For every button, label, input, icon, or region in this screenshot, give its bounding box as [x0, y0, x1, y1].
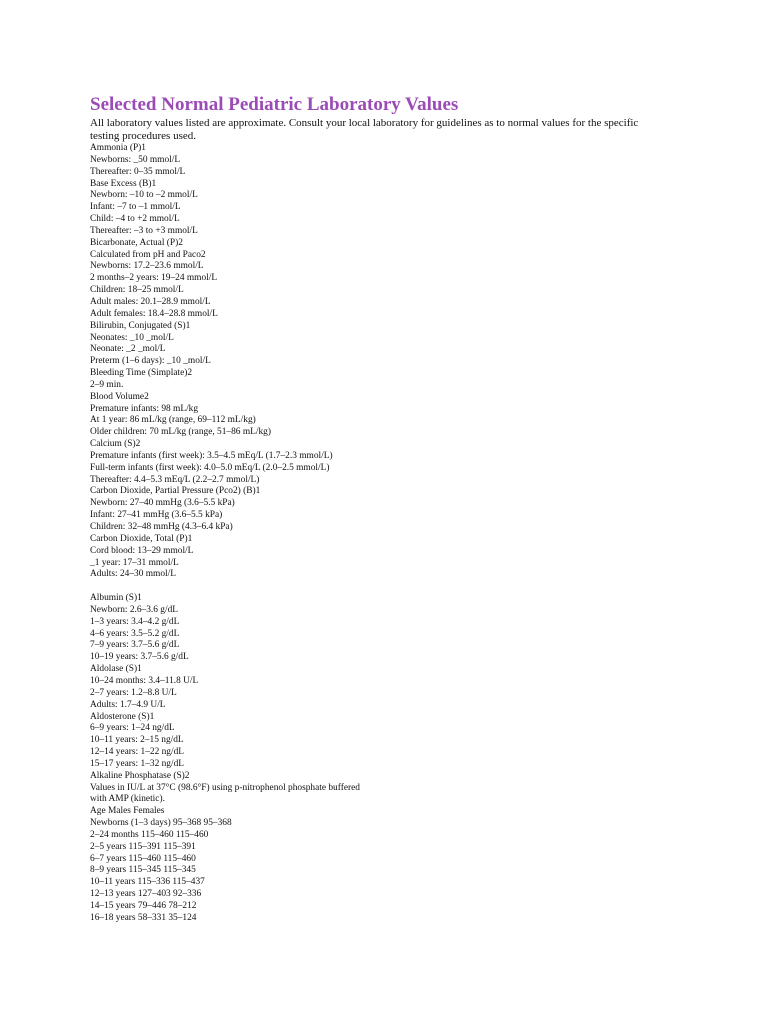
value-line: 2–7 years: 1.2–8.8 U/L: [90, 687, 177, 698]
value-line: 2–5 years 115–391 115–391: [90, 841, 196, 852]
value-line: Newborns: _50 mmol/L: [90, 154, 181, 165]
value-line: 1–3 years: 3.4–4.2 g/dL: [90, 616, 180, 627]
value-line: Aldosterone (S)1: [90, 711, 155, 722]
value-line: 12–14 years: 1–22 ng/dL: [90, 747, 184, 758]
value-line: Full-term infants (first week): 4.0–5.0 mEq/L (2.0–2.5 mmol/L): [90, 462, 330, 473]
value-line: Children: 32–48 mmHg (4.3–6.4 kPa): [90, 522, 233, 532]
value-line: Newborn: 2.6–3.6 g/dL: [90, 604, 179, 615]
value-line: Bilirubin, Conjugated (S)1: [90, 320, 191, 331]
value-line: Adult males: 20.1–28.9 mmol/L: [90, 296, 211, 307]
value-line: Blood Volume2: [90, 391, 149, 402]
value-line: Ammonia (P)1: [90, 143, 146, 153]
value-line: Neonates: _10 _mol/L: [90, 332, 174, 343]
value-line: 6–7 years 115–460 115–460: [90, 853, 196, 864]
value-line: Adults: 1.7–4.9 U/L: [90, 699, 166, 710]
value-line: Carbon Dioxide, Total (P)1: [90, 533, 193, 544]
value-line: Adult females: 18.4–28.8 mmol/L: [90, 308, 218, 319]
value-line: Alkaline Phosphatase (S)2: [90, 770, 190, 781]
value-line: Children: 18–25 mmol/L: [90, 285, 184, 296]
value-line: Older children: 70 mL/kg (range, 51–86 mL/kg): [90, 427, 271, 438]
value-line: Calculated from pH and Paco2: [90, 249, 206, 260]
value-line: Adults: 24–30 mmol/L: [90, 569, 176, 580]
value-line: Albumin (S)1: [90, 593, 142, 604]
value-line: 10–19 years: 3.7–5.6 g/dL: [90, 652, 189, 663]
value-line: _1 year: 17–31 mmol/L: [90, 557, 179, 568]
value-line: 10–11 years: 2–15 ng/dL: [90, 735, 184, 746]
page-title: Selected Normal Pediatric Laboratory Values: [90, 94, 459, 115]
lab-values-list: [90, 143, 650, 925]
value-line: Preterm (1–6 days): _10 _mol/L: [90, 356, 211, 367]
value-line: 15–17 years: 1–32 ng/dL: [90, 758, 184, 769]
value-line: Age Males Females: [90, 806, 165, 817]
value-line: Bicarbonate, Actual (P)2: [90, 237, 183, 248]
value-line: 10–11 years 115–336 115–437: [90, 877, 205, 888]
value-line: At 1 year: 86 mL/kg (range, 69–112 mL/kg): [90, 415, 256, 426]
value-line: [90, 581, 650, 593]
value-line: Premature infants (first week): 3.5–4.5 mEq/L (1.7–2.3 mmol/L): [90, 450, 333, 461]
value-line: Newborn: –10 to –2 mmol/L: [90, 190, 198, 201]
value-line: Newborn: 27–40 mmHg (3.6–5.5 kPa): [90, 498, 235, 509]
value-line: 7–9 years: 3.7–5.6 g/dL: [90, 640, 180, 651]
value-line: Base Excess (B)1: [90, 178, 157, 189]
value-line: Premature infants: 98 mL/kg: [90, 403, 199, 414]
value-line: 2 months–2 years: 19–24 mmol/L: [90, 273, 218, 284]
value-line: Child: –4 to +2 mmol/L: [90, 214, 180, 225]
value-line: Thereafter: 4.4–5.3 mEq/L (2.2–2.7 mmol/L): [90, 474, 260, 485]
value-line: Calcium (S)2: [90, 439, 141, 450]
value-line: 14–15 years 79–446 78–212: [90, 901, 197, 911]
value-line: 16–18 years 58–331 35–124: [90, 912, 197, 923]
intro-paragraph: All laboratory values listed are approximate. Consult your local laboratory for guidelines as to normal values for the specific testing procedures used.: [90, 117, 639, 142]
value-line: 4–6 years: 3.5–5.2 g/dL: [90, 628, 180, 639]
value-line: Infant: 27–41 mmHg (3.6–5.5 kPa): [90, 510, 223, 521]
value-line: 6–9 years: 1–24 ng/dL: [90, 723, 175, 734]
value-line: Neonate: _2 _mol/L: [90, 344, 166, 355]
value-line: Newborns: 17.2–23.6 mmol/L: [90, 261, 204, 272]
value-line: 10–24 months: 3.4–11.8 U/L: [90, 675, 199, 686]
value-line: Infant: –7 to –1 mmol/L: [90, 202, 181, 213]
value-line: Values in IU/L at 37°C (98.6°F) using p-nitrophenol phosphate buffered: [90, 782, 360, 793]
value-line: 12–13 years 127–403 92–336: [90, 889, 202, 900]
value-line: with AMP (kinetic).: [90, 794, 165, 805]
value-line: 2–9 min.: [90, 379, 124, 390]
value-line: Thereafter: –3 to +3 mmol/L: [90, 225, 198, 236]
value-line: Bleeding Time (Simplate)2: [90, 368, 193, 379]
value-line: 8–9 years 115–345 115–345: [90, 865, 196, 876]
value-line: Carbon Dioxide, Partial Pressure (Pco2) (B)1: [90, 486, 261, 497]
value-line: Newborns (1–3 days) 95–368 95–368: [90, 818, 232, 829]
value-line: Aldolase (S)1: [90, 664, 142, 675]
value-line: Cord blood: 13–29 mmol/L: [90, 545, 194, 556]
value-line: Thereafter: 0–35 mmol/L: [90, 166, 186, 177]
value-line: 2–24 months 115–460 115–460: [90, 829, 209, 840]
